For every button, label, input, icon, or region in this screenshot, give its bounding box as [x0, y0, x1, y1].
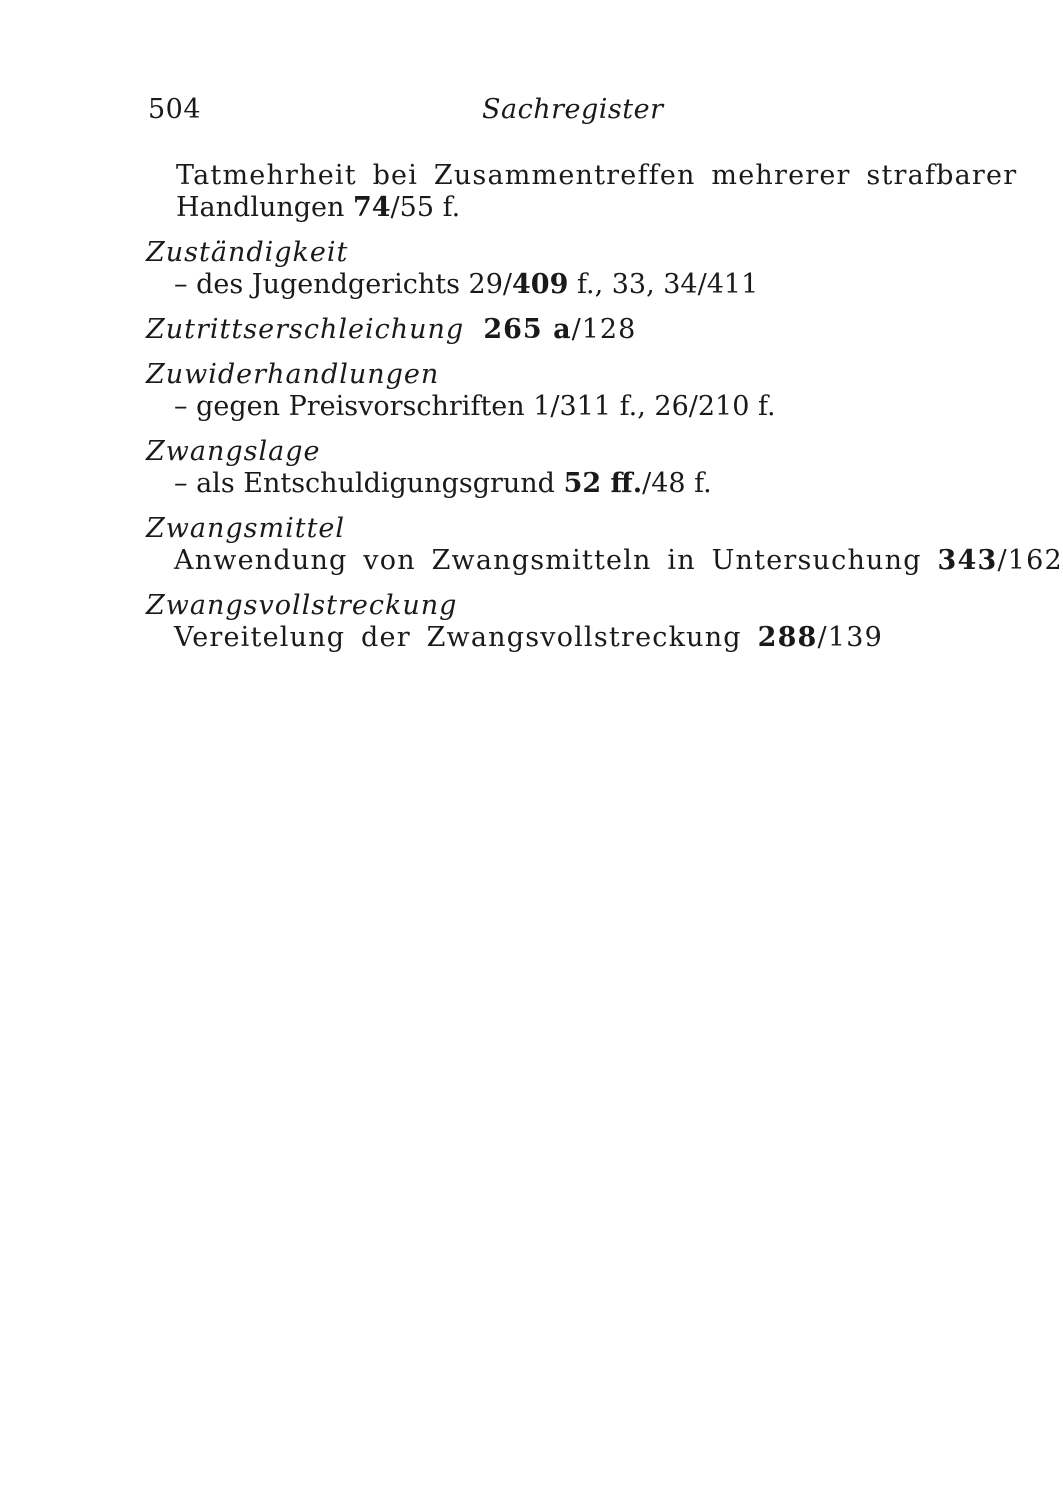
running-title: Sachregister	[482, 94, 664, 125]
subentry-ref: /48 f.	[642, 468, 712, 499]
index-subentry	[146, 269, 1006, 301]
subentry-ref: /139	[817, 622, 883, 653]
index-term-with-ref	[146, 313, 1006, 346]
entry-ref: /55 f.	[390, 192, 461, 223]
subentry-text: – des Jugendgerichts 29/	[174, 269, 512, 300]
index-subentry	[146, 622, 1006, 654]
index-term: Zuständigkeit	[146, 237, 349, 268]
index-entry-text: Tatmehrheit bei Zusammentreffen mehrerer strafbarer	[176, 160, 1018, 191]
subentry-ref-bold: 52 ff.	[563, 468, 643, 499]
term-ref-bold: 265 a	[483, 314, 572, 345]
subentry-ref: f., 33, 34/411	[568, 269, 759, 300]
index-subentry	[146, 545, 1063, 577]
subentry-text: Vereitelung der Zwangsvollstreckung	[174, 622, 758, 653]
index-entries	[146, 160, 1063, 654]
subentry-ref-bold: 409	[512, 269, 569, 300]
index-term: Zwangsmittel	[146, 513, 346, 544]
index-term: Zwangsvollstreckung	[146, 590, 458, 621]
index-subentry	[146, 468, 1006, 500]
term-ref: /128	[571, 314, 637, 345]
entry-text: Handlungen	[176, 192, 353, 223]
index-term-label: Zutrittserschleichung	[146, 314, 465, 345]
subentry-ref-bold: 288	[757, 622, 818, 653]
subentry-text: Anwendung von Zwangsmitteln in Untersuchung	[174, 545, 938, 576]
subentry-ref-bold: 343	[937, 545, 998, 576]
subentry-text: – als Entschuldigungsgrund	[174, 468, 564, 499]
entry-ref-bold: 74	[352, 192, 391, 223]
index-entry-continuation	[146, 192, 1006, 224]
subentry-ref: /162	[997, 545, 1063, 576]
index-subentry: – gegen Preisvorschriften 1/311 f., 26/210 f.	[174, 391, 776, 422]
index-term: Zuwiderhandlungen	[146, 359, 440, 390]
page-number: 504	[148, 94, 202, 125]
page-header	[148, 94, 688, 134]
index-term: Zwangslage	[146, 436, 321, 467]
